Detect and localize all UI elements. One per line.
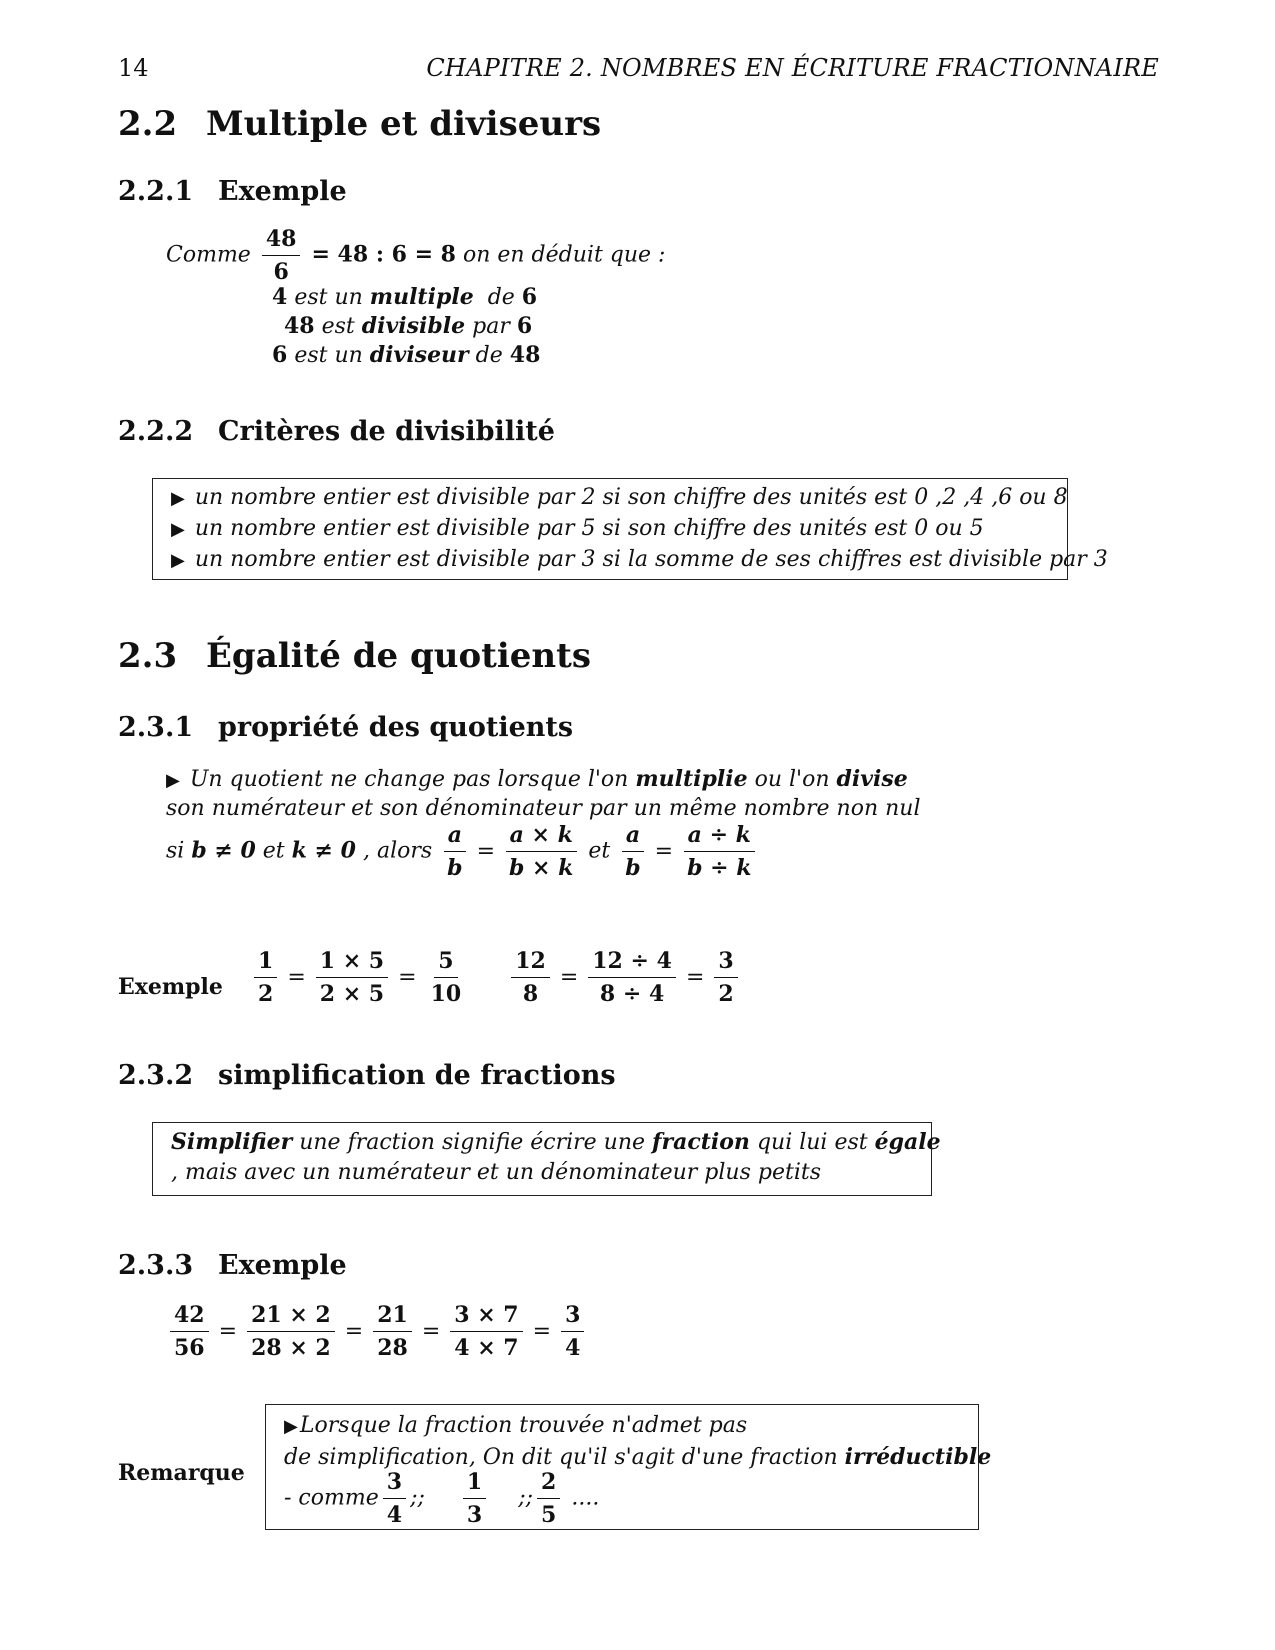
subsection-2-2-1-heading	[118, 176, 347, 207]
denominator: 5	[541, 1502, 557, 1528]
fraction	[443, 822, 466, 881]
text: est	[321, 314, 355, 339]
numerator: 1	[254, 948, 277, 978]
fraction	[373, 1302, 412, 1361]
denominator: 8 ÷ 4	[599, 981, 665, 1007]
subsection-title: simplification de fractions	[218, 1060, 616, 1091]
denominator: 2	[718, 981, 734, 1007]
rule-text: un nombre entier est divisible par 2 si son chiffre des unités est 0 ,2 ,4 ,6 ou 8	[194, 485, 1068, 510]
numerator: a	[444, 822, 466, 852]
property-formula	[166, 822, 759, 881]
equals: =	[344, 1318, 364, 1344]
fraction	[714, 948, 737, 1007]
denominator: 2	[258, 981, 274, 1007]
simplification-example	[166, 1302, 588, 1361]
subsection-number: 2.3.1	[118, 712, 194, 743]
subsection-number: 2.3.3	[118, 1250, 194, 1281]
equals: =	[532, 1318, 552, 1344]
numerator: 5	[434, 948, 457, 978]
ellipsis: ....	[571, 1485, 600, 1511]
divisible-line	[284, 311, 532, 342]
text: de	[487, 285, 515, 310]
text: qui lui est	[756, 1130, 868, 1155]
denominator: 2 × 5	[319, 981, 385, 1007]
numerator: 48	[262, 226, 301, 256]
property-line-1	[166, 764, 908, 796]
fraction	[254, 948, 277, 1007]
equals: =	[476, 838, 495, 864]
text: de simplification, On dit qu'il s'agit d'une fraction	[284, 1445, 838, 1470]
equals: =	[685, 964, 705, 990]
definition-line-1	[171, 1127, 941, 1158]
simplification-definition-box	[152, 1122, 941, 1196]
denominator: 28 × 2	[251, 1335, 331, 1361]
numerator: 21 × 2	[247, 1302, 335, 1332]
multiple-line	[272, 282, 537, 313]
keyword: fraction	[652, 1129, 750, 1155]
text: est un	[294, 343, 363, 368]
section-title: Égalité de quotients	[206, 636, 591, 676]
equals: =	[398, 964, 417, 990]
equals: =	[654, 838, 674, 864]
section-2-2-heading	[118, 104, 601, 144]
denominator: 4 × 7	[454, 1335, 519, 1361]
separator: ;;	[410, 1485, 425, 1511]
fraction-48-6	[262, 226, 301, 285]
triangle-bullet-icon: ▶	[171, 488, 185, 509]
remarque-line-1	[284, 1411, 978, 1442]
subsection-2-3-3-heading	[118, 1250, 347, 1281]
subsection-number: 2.3.2	[118, 1060, 194, 1091]
fraction	[621, 822, 644, 881]
rule-text: un nombre entier est divisible par 3 si la somme de ses chiffres est divisible par 3	[194, 547, 1108, 572]
text: une fraction signifie écrire une	[299, 1130, 646, 1155]
rule-item	[171, 545, 1108, 576]
value: 48	[509, 342, 541, 368]
subsection-title: Exemple	[218, 176, 347, 207]
remarque-line-3	[284, 1469, 978, 1528]
text: Un quotient ne change pas lorsque l'on	[189, 767, 629, 792]
comme-text: Comme	[166, 242, 251, 268]
subsection-2-2-2-heading	[118, 416, 555, 447]
triangle-bullet-icon: ▶	[166, 770, 180, 791]
subsection-2-3-1-heading	[118, 712, 573, 743]
value: 48	[284, 313, 315, 339]
denominator: 6	[273, 259, 289, 285]
text: Lorsque la fraction trouvée n'admet pas	[299, 1413, 748, 1438]
text: - comme	[284, 1485, 379, 1511]
numerator: 12 ÷ 4	[588, 948, 676, 978]
condition: b ≠ 0	[191, 837, 256, 864]
text: et	[262, 838, 285, 864]
subsection-number: 2.2.1	[118, 176, 194, 207]
subsection-title: propriété des quotients	[218, 712, 574, 743]
triangle-bullet-icon: ▶	[284, 1416, 298, 1437]
keyword: Simplifier	[171, 1129, 293, 1155]
keyword: divisible	[361, 313, 466, 339]
page-number: 14	[118, 54, 149, 82]
value: 6	[516, 313, 533, 339]
fraction	[427, 948, 466, 1007]
keyword: multiplie	[635, 766, 748, 792]
denominator: b ÷ k	[687, 855, 752, 881]
numerator: 3	[561, 1302, 584, 1332]
keyword: égale	[874, 1129, 941, 1155]
numerator: 21	[373, 1302, 412, 1332]
numerator: 12	[511, 948, 550, 978]
triangle-bullet-icon: ▶	[171, 550, 185, 571]
deduction-text: on en déduit que :	[462, 242, 666, 268]
subsection-number: 2.2.2	[118, 416, 194, 447]
keyword: irréductible	[844, 1444, 992, 1470]
denominator: 4	[386, 1502, 403, 1528]
subsection-title: Critères de divisibilité	[218, 416, 555, 447]
denominator: 10	[430, 981, 462, 1007]
fraction	[588, 948, 676, 1007]
value: 4	[272, 284, 288, 310]
equals: =	[287, 964, 306, 990]
numerator: a	[622, 822, 644, 852]
numerator: 42	[170, 1302, 209, 1332]
remarque-box	[265, 1404, 992, 1530]
rule-item	[171, 514, 1067, 545]
section-2-3-heading	[118, 636, 591, 676]
numerator: 2	[537, 1469, 560, 1499]
fraction	[316, 948, 388, 1007]
numerator: 3 × 7	[450, 1302, 522, 1332]
example-statement	[166, 226, 665, 285]
subsection-title: Exemple	[218, 1250, 347, 1281]
numerator: 1	[463, 1469, 486, 1499]
denominator: 3	[466, 1502, 483, 1528]
numerator: 3	[383, 1469, 406, 1499]
text: et	[588, 838, 611, 864]
fraction	[450, 1302, 522, 1361]
denominator: 8	[522, 981, 539, 1007]
triangle-bullet-icon: ▶	[171, 519, 185, 540]
condition: k ≠ 0	[291, 837, 356, 864]
section-number: 2.3	[118, 636, 178, 676]
value: 6	[521, 284, 538, 310]
numerator: 3	[714, 948, 737, 978]
fraction	[537, 1469, 560, 1528]
fraction	[561, 1302, 584, 1361]
division-equation: = 48 : 6 = 8	[311, 241, 456, 268]
rule-text: un nombre entier est divisible par 5 si son chiffre des unités est 0 ou 5	[194, 516, 984, 541]
exemple-fractions	[250, 948, 742, 1007]
keyword: divise	[836, 766, 908, 792]
text: ou l'on	[754, 767, 830, 792]
section-number: 2.2	[118, 104, 178, 144]
rule-item	[171, 483, 1067, 514]
fraction	[247, 1302, 335, 1361]
numerator: 1 × 5	[316, 948, 388, 978]
text: de	[475, 343, 503, 368]
fraction	[170, 1302, 209, 1361]
keyword: diviseur	[369, 342, 469, 368]
remarque-label: Remarque	[118, 1460, 245, 1486]
fraction	[505, 822, 577, 881]
denominator: b	[625, 855, 641, 881]
text: par	[472, 314, 510, 339]
denominator: 4	[565, 1335, 581, 1361]
equals: =	[421, 1318, 441, 1344]
divisibility-rules-box	[152, 478, 1108, 580]
denominator: b × k	[509, 855, 574, 881]
denominator: 56	[174, 1335, 205, 1361]
fraction	[511, 948, 550, 1007]
equals: =	[559, 964, 579, 990]
definition-line-2: , mais avec un numérateur et un dénominateur plus petits	[171, 1160, 821, 1185]
equals: =	[218, 1318, 238, 1344]
section-title: Multiple et diviseurs	[206, 104, 602, 144]
denominator: b	[447, 855, 463, 881]
fraction	[383, 1469, 406, 1528]
exemple-label: Exemple	[118, 974, 223, 1000]
text: est un	[294, 285, 363, 310]
fraction	[463, 1469, 486, 1528]
value: 6	[272, 342, 288, 368]
separator: ;;	[518, 1485, 534, 1511]
keyword: multiple	[369, 284, 474, 310]
numerator: a × k	[506, 822, 577, 852]
fraction	[683, 822, 755, 881]
running-title: CHAPITRE 2. NOMBRES EN ÉCRITURE FRACTIONNAIRE	[426, 54, 1159, 82]
numerator: a ÷ k	[684, 822, 755, 852]
text: si	[166, 838, 185, 864]
diviseur-line	[272, 340, 540, 371]
denominator: 28	[377, 1335, 408, 1361]
property-line-2: son numérateur et son dénominateur par un même nombre non nul	[166, 796, 921, 821]
subsection-2-3-2-heading	[118, 1060, 616, 1091]
text: , alors	[362, 838, 433, 864]
